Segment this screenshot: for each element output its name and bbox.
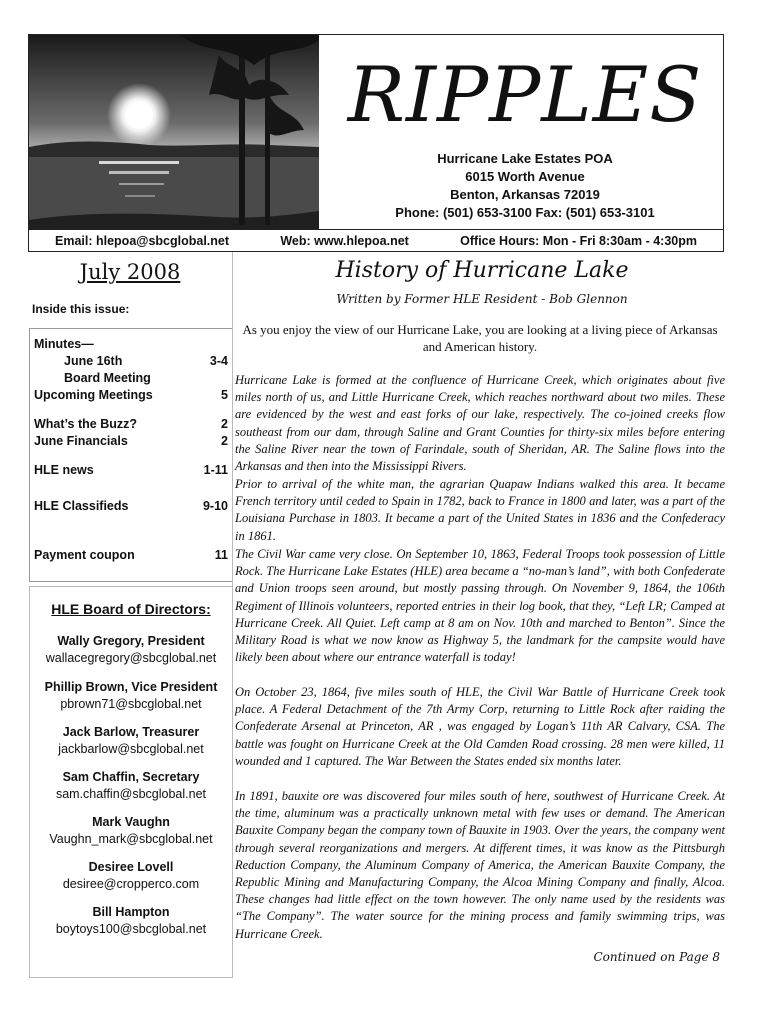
board-title: HLE Board of Directors: bbox=[51, 601, 211, 617]
toc-item: Minutes— bbox=[34, 337, 94, 351]
sunset-image bbox=[29, 35, 319, 229]
table-of-contents bbox=[29, 328, 233, 582]
article-paragraph: The Civil War came very close. On September 10, 1863, Federal Troops took possession of Little Rock. The Hurricane Lake Estates (HLE) area became a “no-man’s land”, with both Confederate and Union troops seen around, but mostly passing through. On November 9, 1864, the 106th Regiment of Illinois volunteers, reported entries in their log book, that they, “Left LR; Camped at Hurricane Creek. All Quiet. Left camp at 8 am on Nov. 10th and marched to Benton”. Since the Military Road is what we now know as Highway 5, the landmark for the campsite would have likely been about where our entrance waterfall is today! bbox=[235, 547, 725, 665]
street-address: 6015 Worth Avenue bbox=[465, 169, 585, 184]
board-member: Sam Chaffin, Secretary sam.chaffin@sbcglobal.net bbox=[55, 770, 207, 801]
office-hours: Office Hours: Mon - Fri 8:30am - 4:30pm bbox=[460, 233, 697, 248]
toc-item: June 16th 3-4 bbox=[64, 354, 228, 368]
toc-item: What’s the Buzz? 2 bbox=[34, 417, 228, 431]
inside-issue-label: Inside this issue: bbox=[32, 302, 130, 316]
board-member: Bill Hampton boytoys100@sbcglobal.net bbox=[55, 905, 207, 936]
phone-fax: Phone: (501) 653-3100 Fax: (501) 653-3101 bbox=[395, 205, 655, 220]
contact-web: Web: www.hlepoa.net bbox=[280, 233, 409, 248]
article-paragraph: In 1891, bauxite ore was discovered four miles south of here, southwest of Hurricane Creek. At the time, aluminum was a practically unknown metal with few uses or demand. The American Bauxite Company began the company town of Bauxite in 1903. Over the years, the company went through several reorganizations and mergers. At different times, it was know as the Pittsburgh Reduction Company, the Aluminum Company of America, the American Bauxite Company, the Republic Mining and Manufacturing Company, the Alcoa Mining Company and finally, Alcoa. These changes had little effect on the town however. The only name used by the residents was “The Company”. The water source for the mining process and family swimming trips, was Hurricane Creek. bbox=[235, 789, 725, 941]
board-member: Desiree Lovell desiree@cropperco.com bbox=[62, 860, 200, 891]
article-paragraph: Hurricane Lake is formed at the confluence of Hurricane Creek, which originates about five miles north of us, and Little Hurricane Creek, which reaches northward about two miles. These are evidenced by the west and east forks of our lake, respectively. The co-joined creeks flow southeast from our dam, through Saline and Grant Counties for thirty-six miles before entering the Saline River near the town of Farindale, south of Sheridan, AR. The Saline flows into the Arkansas and then into the Mississippi Rivers. bbox=[235, 373, 725, 474]
board-of-directors bbox=[29, 586, 233, 978]
article-paragraph: On October 23, 1864, five miles south of HLE, the Civil War Battle of Hurricane Creek took place. A Federal Detachment of the 7th Army Corp, returning to Little Rock after raiding the Confederate Arsenal at Princeton, AR , was engaged by Logan’s 11th AR Calvary, CSA. The battle was fought on Hurricane Creek at the Old Camden Road crossing. 28 men were killed, 11 wounded and 1 captured. The War Between the States ended six months later. bbox=[235, 685, 725, 768]
toc-item: Payment coupon 11 bbox=[34, 548, 228, 562]
city-address: Benton, Arkansas 72019 bbox=[450, 187, 600, 202]
board-member: Jack Barlow, Treasurer jackbarlow@sbcglobal.net bbox=[58, 725, 204, 756]
contact-email: Email: hlepoa@sbcglobal.net bbox=[55, 233, 230, 248]
toc-item: HLE news 1-11 bbox=[34, 463, 228, 477]
article-byline: Written by Former HLE Resident - Bob Glennon bbox=[336, 292, 628, 306]
toc-item: June Financials 2 bbox=[34, 434, 228, 448]
toc-item: Board Meeting bbox=[64, 371, 151, 385]
org-name: Hurricane Lake Estates POA bbox=[437, 151, 613, 166]
board-member: Phillip Brown, Vice President pbrown71@sbcglobal.net bbox=[44, 680, 218, 711]
contact-bar bbox=[28, 230, 724, 252]
toc-item: Upcoming Meetings 5 bbox=[34, 388, 228, 402]
toc-item: HLE Classifieds 9-10 bbox=[34, 499, 228, 513]
lake-sunset-photo bbox=[29, 35, 319, 229]
continued-note: Continued on Page 8 bbox=[593, 950, 720, 964]
article-title: History of Hurricane Lake bbox=[335, 258, 629, 283]
board-member: Mark Vaughn Vaughn_mark@sbcglobal.net bbox=[49, 815, 213, 846]
article-intro: As you enjoy the view of our Hurricane Lake, you are looking at a living piece of Arkansas and American history. bbox=[242, 322, 718, 354]
organization-address bbox=[340, 150, 710, 222]
article-paragraph: Prior to arrival of the white man, the agrarian Quapaw Indians walked this area. It became French territory until ceded to Spain in 1782, back to France in 1800 and later, was a part of the Louisiana Purchase in 1803. It became a part of the United States in 1836 and the Confederacy in 1861. bbox=[235, 477, 725, 543]
board-member: Wally Gregory, President wallacegregory@sbcglobal.net bbox=[45, 634, 217, 665]
issue-month: July 2008 bbox=[79, 260, 181, 284]
newsletter-title: RIPPLES bbox=[347, 50, 703, 139]
column-divider bbox=[232, 252, 233, 972]
